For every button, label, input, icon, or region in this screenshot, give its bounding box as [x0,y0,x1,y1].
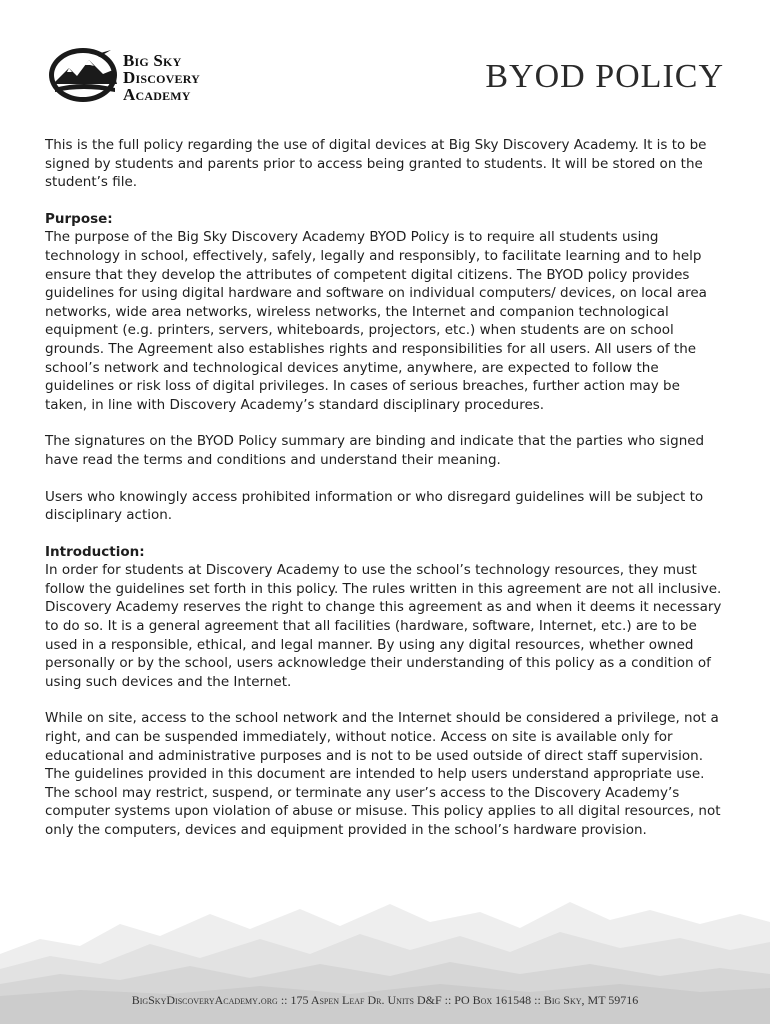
purpose-paragraph-2: The signatures on the BYOD Policy summary are binding and indicate that the parties who signed have read the terms and conditions and understand their meaning. [45,433,705,468]
mountain-logo-icon [47,46,121,104]
logo-line-2: Discovery [123,68,201,87]
footer-address: BigSkyDiscoveryAcademy.org :: 175 Aspen Leaf Dr. Units D&F :: PO Box 161548 :: Big Sky, MT 59716 [131,993,639,1007]
introduction-heading: Introduction: [45,543,145,560]
document-title: BYOD POLICY [485,58,724,95]
introduction-paragraph-2: While on site, access to the school network and the Internet should be considered a privilege, not a right, and can be suspended immediately, without notice. Access on site is available only for educational and administrative purposes and is not to be used outside of direct staff supervision. The guidelines provided in this document are intended to help users understand appropriate use. The school may restrict, suspend, or terminate any user’s access to the Discovery Academy’s computer systems upon violation of abuse or misuse. This policy applies to all digital resources, not only the computers, devices and equipment provided in the school’s hardware provision. [45,710,721,838]
introduction-paragraph-1: In order for students at Discovery Academy to use the school’s technology resources, they must follow the guidelines set forth in this policy. The rules written in this agreement are not all inclusive. Discovery Academy reserves the right to change this agreement as and when it deems it necessary to do so. It is a general agreement that all facilities (hardware, software, Internet, etc.) are to be used in a responsible, ethical, and legal manner. By using any digital resources, whether owned personally or by the school, users acknowledge their understanding of this policy as a condition of using such devices and the Internet. [45,562,722,690]
logo-line-1: Big Sky [123,51,182,70]
introduction-section [45,543,725,692]
intro-paragraph: This is the full policy regarding the use of digital devices at Big Sky Discovery Academy. It is to be signed by students and parents prior to access being granted to students. It will be stored on the student’s file. [45,137,707,191]
policy-body [45,136,725,858]
purpose-paragraph-3: Users who knowingly access prohibited information or who disregard guidelines will be subject to disciplinary action. [45,488,704,524]
logo-line-3: Academy [123,85,191,104]
school-logo [47,46,237,108]
logo-wordmark [123,52,200,103]
purpose-section [45,210,725,415]
purpose-heading: Purpose: [45,210,113,227]
purpose-paragraph-1: The purpose of the Big Sky Discovery Academy BYOD Policy is to require all students using technology in school, effectively, safely, legally and responsibly, to facilitate learning and to help ensure that they develop the attributes of competent digital citizens. The BYOD policy provides guidelines for using digital hardware and software on individual computers/ devices, on local area networks, wide area networks, wireless networks, the Internet and companion technological equipment (e.g. printers, servers, whiteboards, projectors, etc.) when students are on school grounds. The Agreement also establishes rights and responsibilities for all users. All users of the school’s network and technological devices anytime, anywhere, are expected to follow the guidelines or risk loss of digital privileges. In cases of serious breaches, further action may be taken, in line with Discovery Academy’s standard disciplinary procedures. [45,229,707,413]
